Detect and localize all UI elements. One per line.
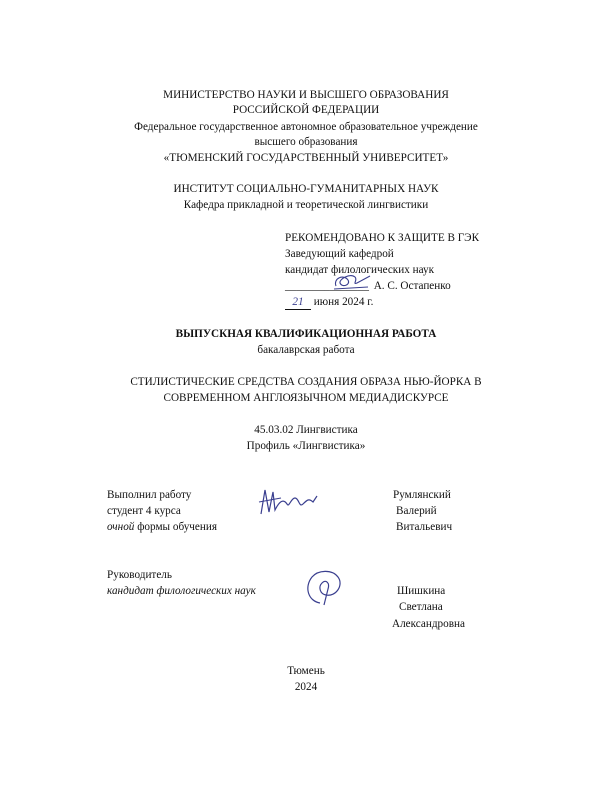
ministry-line-2: РОССИЙСКОЙ ФЕДЕРАЦИИ [232,104,380,116]
work-title-line-1: СТИЛИСТИЧЕСКИЕ СРЕДСТВА СОЗДАНИЯ ОБРАЗА НЬЮ-ЙОРКА В [130,376,482,388]
head-signature-icon [330,268,374,294]
student-signature-icon [255,484,323,520]
approval-signature-line: _______________ [285,280,369,292]
approval-date-rest: июня 2024 г. [313,296,374,308]
work-type: ВЫПУСКНАЯ КВАЛИФИКАЦИОННАЯ РАБОТА [175,328,437,340]
approval-head: Заведующий кафедрой [285,248,394,260]
student-label-3 [107,520,217,534]
institution-type-line-2: высшего образования [254,136,358,148]
student-surname: Румлянский [393,489,451,501]
program-code: 45.03.02 Лингвистика [254,424,358,436]
approval-date [285,295,373,310]
approval-name: А. С. Остапенко [373,280,451,292]
supervisor-patronymic: Александровна [392,618,465,630]
student-patronymic: Витальевич [396,521,453,533]
work-title-line-2: СОВРЕМЕННОМ АНГЛОЯЗЫЧНОМ МЕДИАДИСКУРСЕ [163,392,449,404]
approval-degree: кандидат филологических наук [285,264,435,276]
approval-title: РЕКОМЕНДОВАНО К ЗАЩИТЕ В ГЭК [285,232,480,244]
department-name: Кафедра прикладной и теоретической лингвистики [183,199,429,211]
supervisor-first-name: Светлана [399,601,443,613]
study-form-rest: формы обучения [134,521,218,533]
work-subtype: бакалаврская работа [257,344,355,356]
city: Тюмень [287,665,325,677]
university-name: «ТЮМЕНСКИЙ ГОСУДАРСТВЕННЫЙ УНИВЕРСИТЕТ» [163,152,449,164]
student-label-2: студент 4 курса [107,505,181,517]
student-label-1: Выполнил работу [107,489,192,501]
ministry-line-1: МИНИСТЕРСТВО НАУКИ И ВЫСШЕГО ОБРАЗОВАНИЯ [163,89,449,101]
supervisor-degree: кандидат филологических наук [107,585,256,597]
institute-name: ИНСТИТУТ СОЦИАЛЬНО-ГУМАНИТАРНЫХ НАУК [173,183,439,195]
institution-type-line-1: Федеральное государственное автономное образовательное учреждение [134,121,478,133]
supervisor-surname: Шишкина [397,585,446,597]
student-first-name: Валерий [396,505,437,517]
study-form: очной [107,521,135,533]
supervisor-label: Руководитель [107,569,172,581]
approval-day: 21 [285,295,311,310]
year: 2024 [294,681,318,693]
program-profile: Профиль «Лингвистика» [246,440,366,452]
supervisor-signature-icon [300,565,346,609]
